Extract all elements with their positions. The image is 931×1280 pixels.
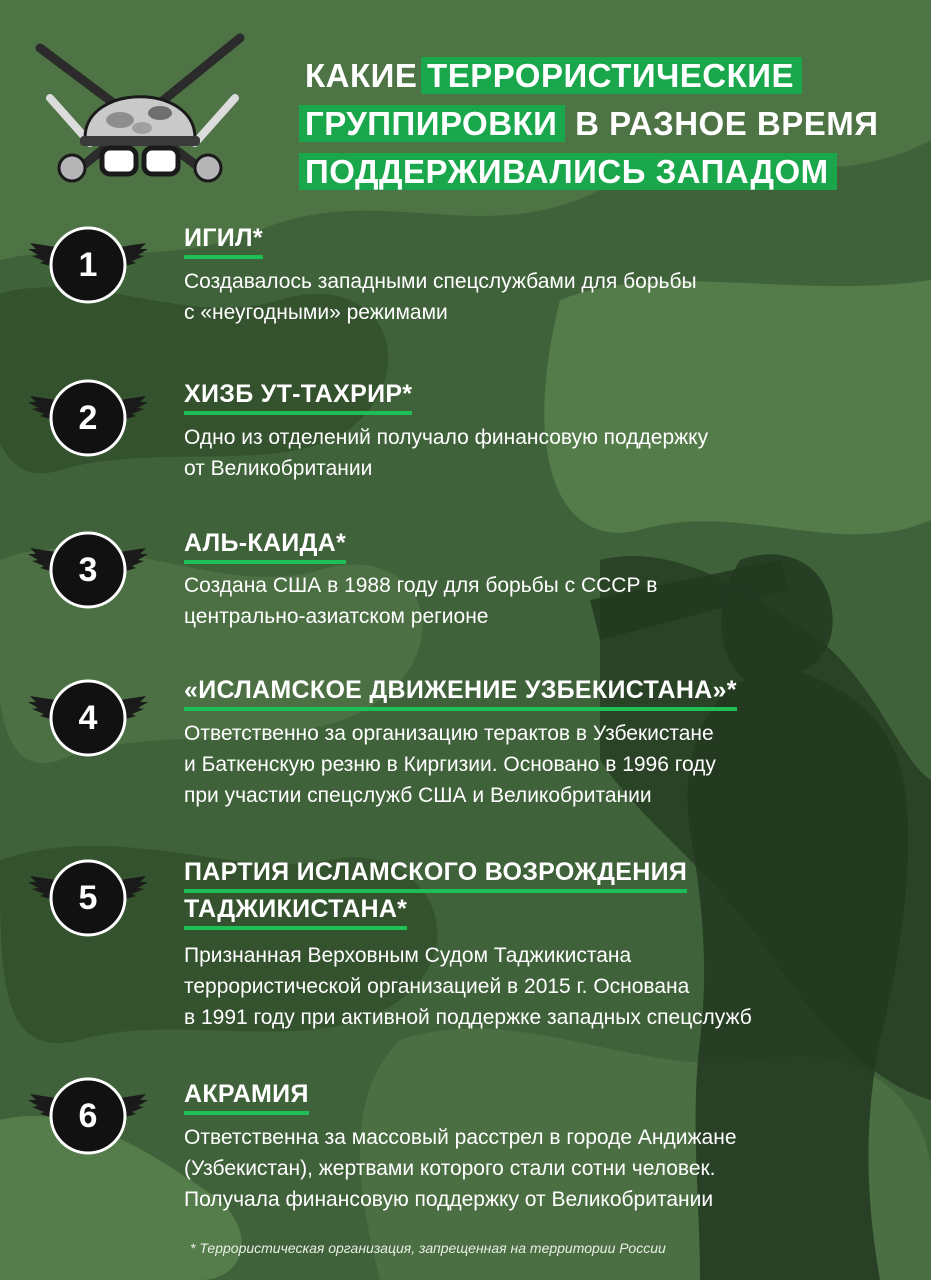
group-name — [184, 378, 412, 415]
number-badge — [28, 858, 148, 938]
title-word: В РАЗНОЕ ВРЕМЯ — [575, 105, 879, 142]
description-line: с «неугодными» режимами — [184, 301, 448, 324]
item-number: 6 — [78, 1097, 98, 1135]
page-title — [305, 52, 905, 196]
description-line: Получала финансовую поддержку от Великобритании — [184, 1188, 714, 1211]
description-line: Ответственно за организацию терактов в Узбекистане — [184, 722, 714, 745]
description-line: (Узбекистан), жертвами которого стали сотни человек. — [184, 1157, 716, 1180]
group-name-line: АКРАМИЯ — [184, 1078, 309, 1115]
item-number: 5 — [78, 879, 98, 917]
group-name-line: ТАДЖИКИСТАНА* — [184, 893, 407, 930]
description-line: центрально-азиатском регионе — [184, 605, 489, 628]
group-name-line: ХИЗБ УТ-ТАХРИР* — [184, 378, 412, 415]
group-name — [184, 1078, 309, 1115]
footnote: * Террористическая организация, запрещенная на территории России — [190, 1240, 666, 1256]
group-name — [184, 856, 687, 930]
group-name — [184, 222, 263, 259]
group-description — [184, 718, 904, 811]
group-description — [184, 266, 904, 328]
group-description — [184, 940, 904, 1033]
group-description — [184, 570, 904, 632]
item-number: 3 — [78, 551, 98, 589]
item-number: 2 — [78, 399, 98, 437]
description-line: при участии спецслужб США и Великобритании — [184, 784, 652, 807]
description-line: Ответственна за массовый расстрел в городе Андижане — [184, 1126, 737, 1149]
number-badge — [28, 225, 148, 305]
description-line: и Баткенскую резню в Киргизии. Основано в 1996 году — [184, 753, 716, 776]
item-number: 4 — [78, 699, 98, 737]
group-name-line: «ИСЛАМСКОЕ ДВИЖЕНИЕ УЗБЕКИСТАНА»* — [184, 674, 737, 711]
title-highlight: ПОДДЕРЖИВАЛИСЬ ЗАПАДОМ — [299, 153, 837, 190]
description-line: в 1991 году при активной поддержке западных спецслужб — [184, 1006, 752, 1029]
description-line: Признанная Верховным Судом Таджикистана — [184, 944, 632, 967]
group-name-line: ПАРТИЯ ИСЛАМСКОГО ВОЗРОЖДЕНИЯ — [184, 856, 687, 893]
item-number: 1 — [78, 246, 98, 284]
number-badge — [28, 530, 148, 610]
group-name — [184, 674, 737, 711]
group-name-line: ИГИЛ* — [184, 222, 263, 259]
group-description — [184, 1122, 904, 1215]
number-badge — [28, 378, 148, 458]
title-highlight: ГРУППИРОВКИ — [299, 105, 565, 142]
number-badge — [28, 678, 148, 758]
description-line: террористической организацией в 2015 г. Основана — [184, 975, 690, 998]
description-line: Создавалось западными спецслужбами для борьбы — [184, 270, 697, 293]
description-line: от Великобритании — [184, 457, 373, 480]
helmet-weapons-emblem — [30, 28, 250, 198]
group-description — [184, 422, 904, 484]
number-badge — [28, 1076, 148, 1156]
description-line: Одно из отделений получало финансовую поддержку — [184, 426, 709, 449]
group-name — [184, 527, 346, 564]
group-name-line: АЛЬ-КАИДА* — [184, 527, 346, 564]
description-line: Создана США в 1988 году для борьбы с СССР в — [184, 574, 658, 597]
title-word: КАКИЕ — [305, 57, 418, 94]
title-highlight: ТЕРРОРИСТИЧЕСКИЕ — [421, 57, 802, 94]
